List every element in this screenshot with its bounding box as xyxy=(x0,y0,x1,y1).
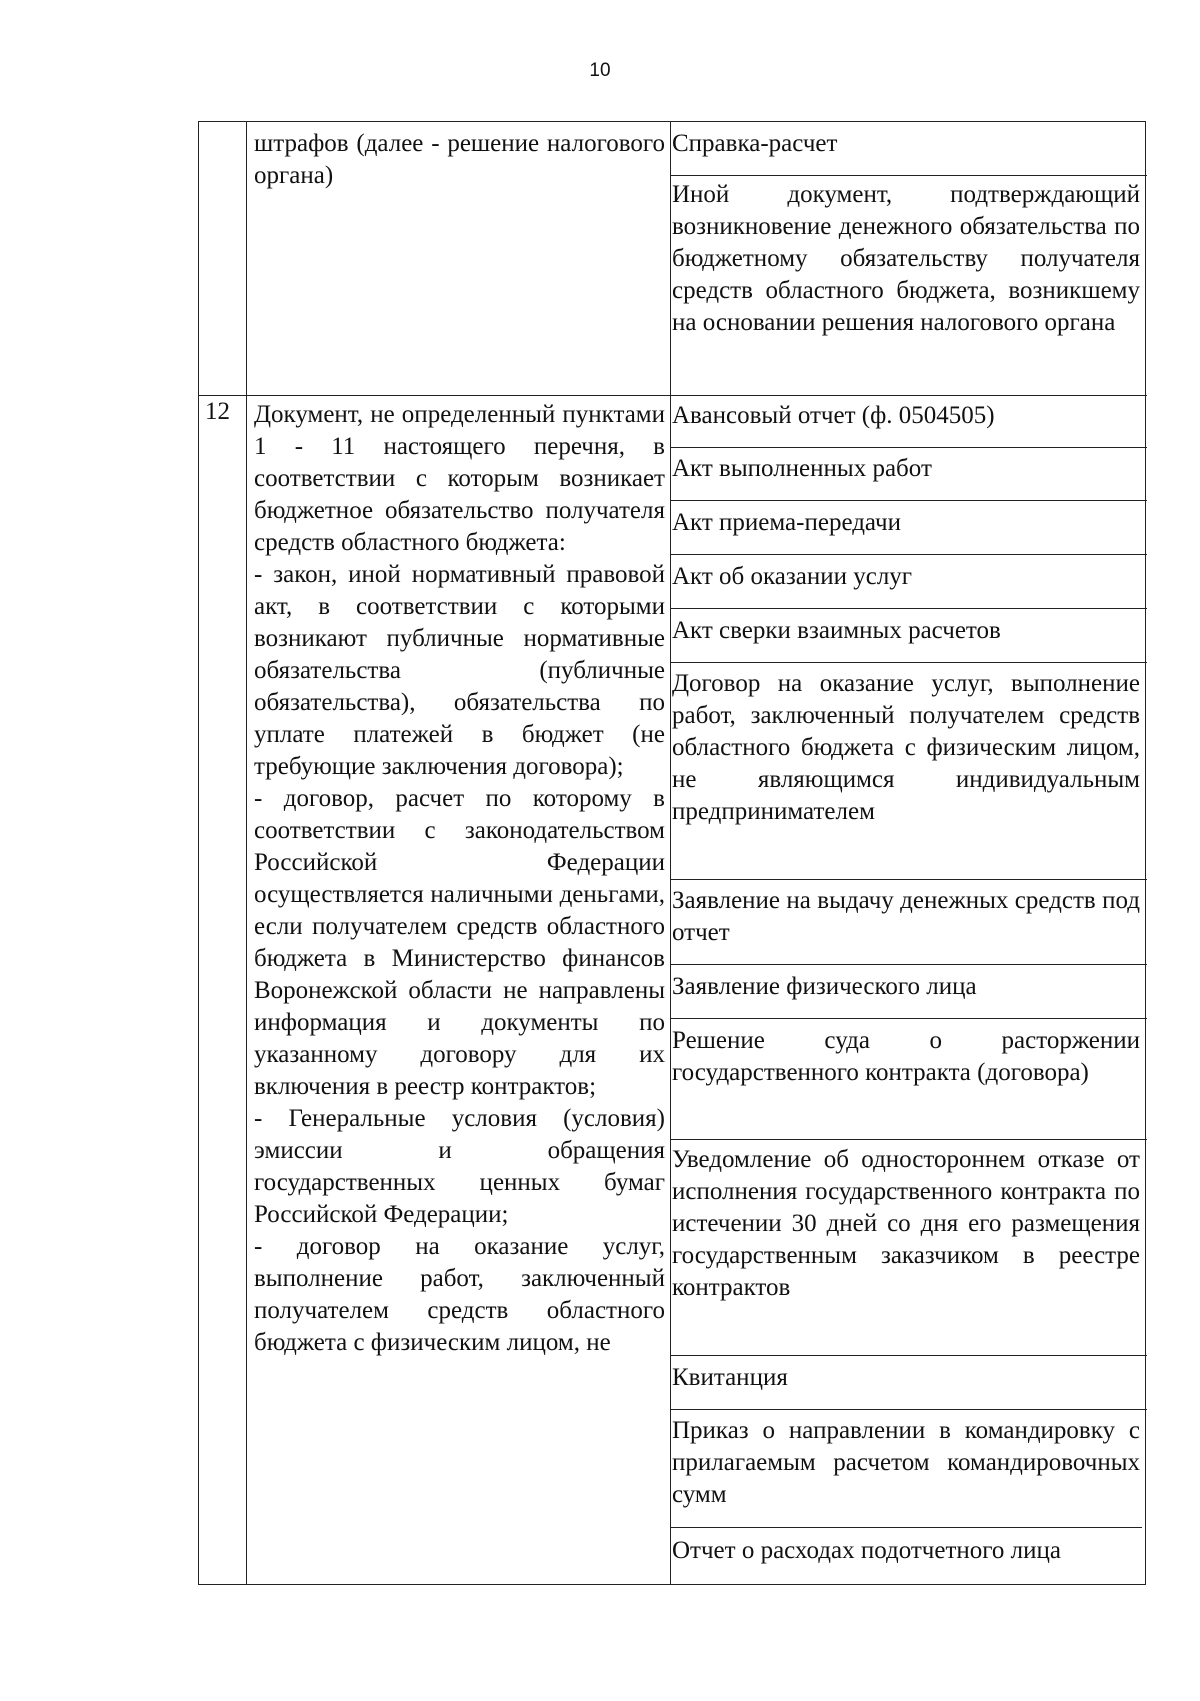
document-divider xyxy=(670,964,1147,965)
document-divider xyxy=(670,447,1147,448)
document-item: Заявление на выдачу денежных средств под отчет xyxy=(672,887,1140,946)
document-item: Договор на оказание услуг, выполнение работ, заключенный получателем средств областного бюджета с физическим лицом, не являющимся индивидуальным предпринимателем xyxy=(672,670,1140,825)
document-item: Квитанция xyxy=(672,1364,788,1391)
document-divider xyxy=(670,662,1147,663)
document-item: Заявление физического лица xyxy=(672,973,977,1000)
document-divider xyxy=(670,1409,1147,1410)
document-divider xyxy=(670,554,1147,555)
column-divider-documents xyxy=(670,122,671,1584)
document-item: Авансовый отчет (ф. 0504505) xyxy=(672,402,995,429)
description-paragraph: - Генеральные условия (условия) эмиссии и обращения государственных ценных бумаг Российской Федерации; xyxy=(254,1105,665,1228)
document-divider xyxy=(670,175,1147,176)
document-divider xyxy=(670,1018,1147,1019)
description-paragraph: - договор на оказание услуг, выполнение работ, заключенный получателем средств областного бюджета с физическим лицом, не xyxy=(254,1233,665,1356)
document-item: Акт выполненных работ xyxy=(672,455,932,482)
document-divider xyxy=(670,608,1147,609)
row-description: штрафов (далее - решение налогового органа) xyxy=(254,130,665,189)
document-item: Приказ о направлении в командировку с прилагаемым расчетом командировочных сумм xyxy=(672,1417,1140,1508)
document-divider xyxy=(670,1527,1142,1528)
row-number: 12 xyxy=(205,398,230,425)
document-divider xyxy=(670,1139,1147,1140)
document-item: Акт сверки взаимных расчетов xyxy=(672,617,1001,644)
document-item: Акт об оказании услуг xyxy=(672,563,913,590)
document-item: Иной документ, подтверждающий возникновение денежного обязательства по бюджетному обязательству получателя средств областного бюджета, возникшему на основании решения налогового органа xyxy=(672,181,1140,336)
document-item: Уведомление об одностороннем отказе от исполнения государственного контракта по истечении 30 дней со дня его размещения государственным заказчиком в реестре контрактов xyxy=(672,1146,1140,1301)
document-divider xyxy=(670,500,1147,501)
description-paragraph: Документ, не определенный пунктами 1 - 11 настоящего перечня, в соответствии с которым возникает бюджетное обязательство получателя средств областного бюджета: xyxy=(254,401,665,556)
document-item: Справка-расчет xyxy=(672,130,838,157)
document-item: Акт приема-передачи xyxy=(672,509,901,536)
document-divider xyxy=(670,1355,1147,1356)
document-divider xyxy=(670,879,1147,880)
documents-table xyxy=(198,121,1146,1585)
row-description xyxy=(254,399,665,1359)
page-number: 10 xyxy=(589,60,611,81)
document-item: Решение суда о расторжении государственного контракта (договора) xyxy=(672,1027,1140,1086)
row-divider xyxy=(199,395,1147,396)
description-paragraph: - договор, расчет по которому в соответствии с законодательством Российской Федерации осуществляется наличными деньгами, если получателем средств областного бюджета в Министерство финансов Воронежской области не направлены информация и документы по указанному договору для их включения в реестр контрактов; xyxy=(254,785,665,1100)
description-paragraph: - закон, иной нормативный правовой акт, в соответствии с которыми возникают публичные нормативные обязательства (публичные обязательства), обязательства по уплате платежей в бюджет (не требующие заключения договора); xyxy=(254,561,665,780)
document-item: Отчет о расходах подотчетного лица xyxy=(672,1537,1061,1564)
column-divider-number xyxy=(246,122,247,1584)
